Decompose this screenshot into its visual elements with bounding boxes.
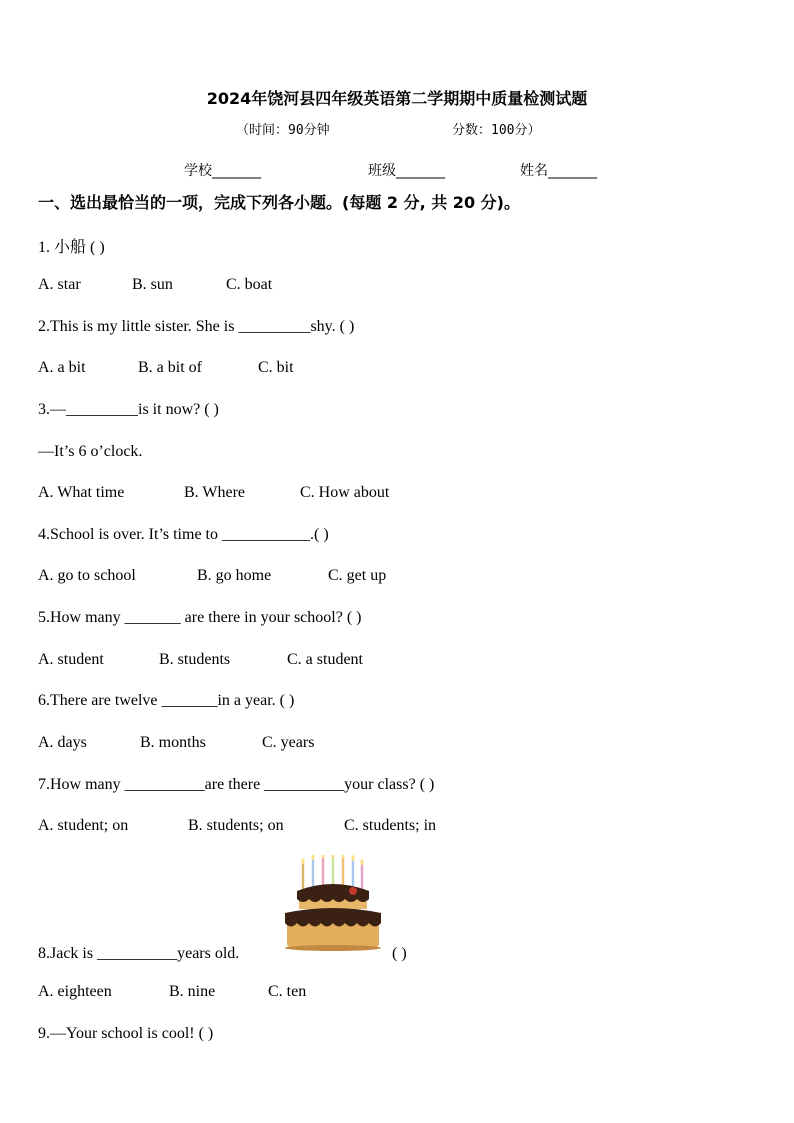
q2-option-c[interactable]: C. bit (258, 359, 294, 376)
q4-option-b[interactable]: B. go home (197, 567, 272, 584)
question-7: 7.How many __________are there __________your class? ( ) (38, 776, 435, 793)
q5-option-b[interactable]: B. students (159, 651, 231, 668)
question-3-answer-line: —It’s 6 o’clock. (38, 443, 143, 460)
q7-option-b[interactable]: B. students; on (188, 817, 284, 834)
q1-option-c[interactable]: C. boat (226, 276, 273, 293)
q3-option-b[interactable]: B. Where (184, 484, 246, 501)
question-8-answer-paren[interactable]: ( ) (392, 945, 407, 962)
exam-time: （时间：90分钟 (236, 123, 330, 138)
name-field[interactable]: 姓名_______ (520, 163, 597, 179)
question-9: 9.—Your school is cool! ( ) (38, 1025, 214, 1042)
q6-option-c[interactable]: C. years (262, 734, 315, 751)
q1-option-b[interactable]: B. sun (132, 276, 173, 293)
q3-option-a[interactable]: A. What time (38, 484, 125, 501)
birthday-cake-icon (283, 855, 383, 951)
section-heading: 一、选出最恰当的一项，完成下列各小题。(每题 2 分, 共 20 分)。 (38, 193, 520, 212)
q6-option-b[interactable]: B. months (140, 734, 206, 751)
q3-option-c[interactable]: C. How about (300, 484, 390, 501)
q8-option-b[interactable]: B. nine (169, 983, 216, 1000)
question-2: 2.This is my little sister. She is _________shy. ( ) (38, 318, 355, 335)
exam-title: 2024年饶河县四年级英语第二学期期中质量检测试题 (206, 89, 588, 108)
q7-option-c[interactable]: C. students; in (344, 817, 437, 834)
q7-option-a[interactable]: A. student; on (38, 817, 129, 834)
q2-option-b[interactable]: B. a bit of (138, 359, 202, 376)
q4-option-a[interactable]: A. go to school (38, 567, 136, 584)
q5-option-c[interactable]: C. a student (287, 651, 363, 668)
q6-option-a[interactable]: A. days (38, 734, 87, 751)
question-4: 4.School is over. It’s time to ___________.( ) (38, 526, 329, 543)
question-3: 3.—_________is it now? ( ) (38, 401, 219, 418)
class-field[interactable]: 班级_______ (368, 163, 445, 179)
q5-option-a[interactable]: A. student (38, 651, 104, 668)
question-8: 8.Jack is __________years old. (38, 945, 240, 962)
exam-score: 分数：100分） (452, 123, 541, 138)
q8-option-a[interactable]: A. eighteen (38, 983, 112, 1000)
q2-option-a[interactable]: A. a bit (38, 359, 86, 376)
q8-option-c[interactable]: C. ten (268, 983, 307, 1000)
q4-option-c[interactable]: C. get up (328, 567, 387, 584)
school-field[interactable]: 学校_______ (184, 163, 261, 179)
question-1: 1. 小船 ( ) (38, 239, 105, 256)
q1-option-a[interactable]: A. star (38, 276, 81, 293)
question-5: 5.How many _______ are there in your school? ( ) (38, 609, 362, 626)
question-6: 6.There are twelve _______in a year. ( ) (38, 692, 295, 709)
